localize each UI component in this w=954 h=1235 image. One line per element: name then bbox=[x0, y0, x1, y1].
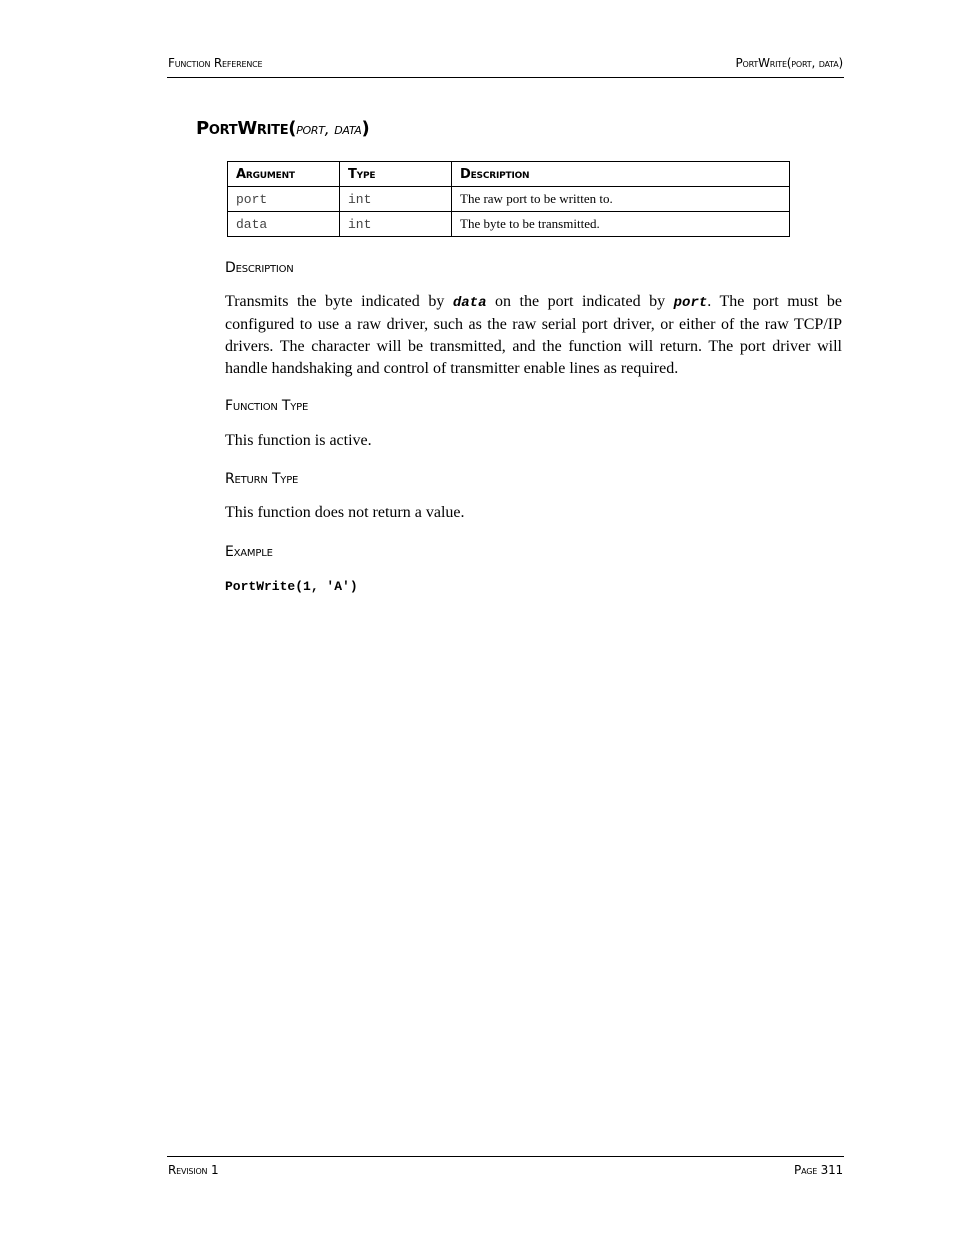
footer-page-number: Page 311 bbox=[794, 1163, 843, 1177]
description-cell: The raw port to be written to. bbox=[452, 187, 790, 212]
table-header-row bbox=[228, 162, 790, 187]
description-text: on the port indicated by bbox=[486, 293, 674, 310]
footer-revision: Revision 1 bbox=[168, 1163, 219, 1177]
function-type-text: This function is active. bbox=[225, 432, 372, 449]
title-close-paren: ) bbox=[361, 118, 370, 139]
inline-code-port: port bbox=[673, 295, 708, 311]
example-code: PortWrite(1, 'A') bbox=[225, 579, 358, 594]
description-text: . The port must be configured to use a raw driver, such as the raw serial port driver, or either of the raw TCP/IP drivers. The character will be transmitted, and the function will return. The port driver will handle handshaking and control of transmitter enable lines as required. bbox=[225, 293, 842, 377]
description-heading: Description bbox=[225, 260, 294, 276]
inline-code-data: data bbox=[452, 295, 487, 311]
arguments-table bbox=[227, 161, 790, 237]
description-paragraph bbox=[225, 291, 842, 380]
page-title bbox=[196, 118, 369, 139]
column-header-argument: Argument bbox=[228, 162, 340, 187]
header-function-name: PortWrite(port, data) bbox=[735, 56, 843, 70]
description-text: Transmits the byte indicated by bbox=[225, 293, 453, 310]
column-header-description: Description bbox=[452, 162, 790, 187]
header-section-title: Function Reference bbox=[168, 56, 263, 70]
argument-cell: port bbox=[228, 187, 340, 212]
column-header-type: Type bbox=[340, 162, 452, 187]
title-arguments: port, data bbox=[296, 119, 362, 138]
argument-cell: data bbox=[228, 212, 340, 237]
return-type-heading: Return Type bbox=[225, 471, 299, 487]
table-row bbox=[228, 187, 790, 212]
page-footer bbox=[167, 1156, 844, 1181]
description-cell: The byte to be transmitted. bbox=[452, 212, 790, 237]
type-cell: int bbox=[340, 187, 452, 212]
type-cell: int bbox=[340, 212, 452, 237]
title-function-name: PortWrite( bbox=[196, 118, 297, 139]
page-header bbox=[167, 56, 844, 78]
example-heading: Example bbox=[225, 544, 273, 560]
table-row bbox=[228, 212, 790, 237]
function-type-heading: Function Type bbox=[225, 398, 309, 414]
return-type-text: This function does not return a value. bbox=[225, 504, 465, 521]
